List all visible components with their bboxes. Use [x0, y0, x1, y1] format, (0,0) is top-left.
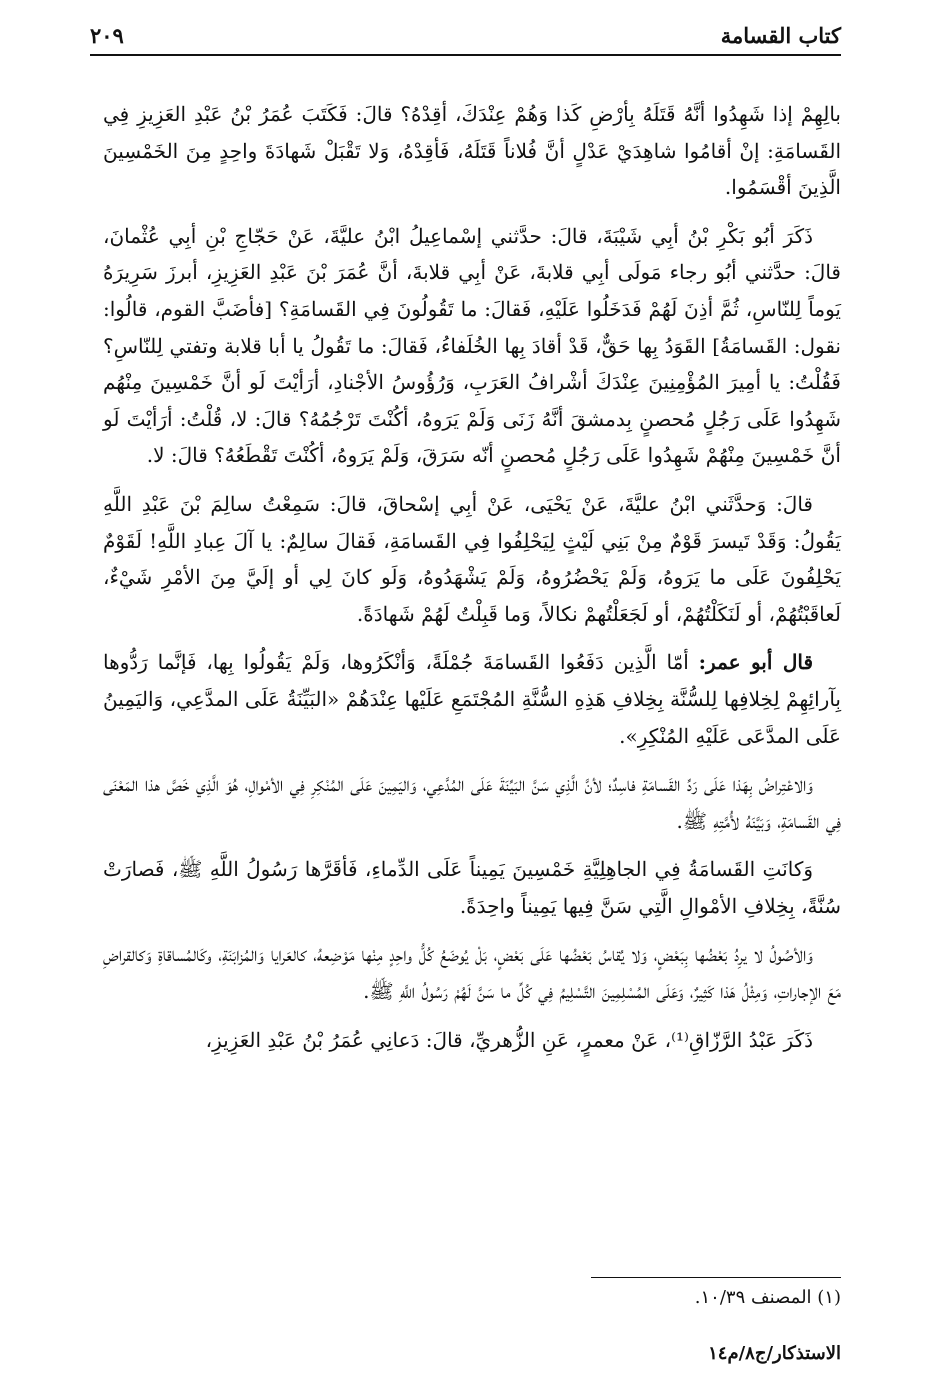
paragraph-text: وَالأصُولُ لا يرِدُ بَعْضُها بِبَعْضٍ، وَلا يُقاسُ بَعْضُها عَلَى بَعْضٍ، بَلْ يُوضَعُ كُلُّ واحِدٍ مِنْها مَوْضِعهُ، كالعَرايا وَالمُزابَنَةِ، وكَالمُساقاةِ وَكالقراضِ مَعَ الإجاراتِ، وَمِثْلُ هَذا كَثِيرٌ، وَعَلَى المُسْلِمِينَ التَّسْلِيمُ فِي كُلِّ ما سَنَّ لَهُمْ رَسُولُ اللَّهِ ﷺ.	[103, 942, 841, 1004]
paragraph-text: بالِهِمْ إذا شَهِدُوا أنَّهُ قَتَلَهُ بِأرْضِ كَذا وَهُمْ عِنْدَكَ، أقِدْهُ؟ قالَ: فَكَتَبَ عُمَرُ بْنُ عَبْدِ العَزِيزِ فِي القَسامَةِ: إنْ أقامُوا شاهِدَيْ عَدْلٍ أنَّ فُلاناً قَتَلَهُ، فَأقِدْهُ، وَلا تَقْبَلْ شَهادَةَ واحِدٍ مِنَ الخَمْسِينَ الَّذِينَ أقْسَمُوا.	[103, 102, 841, 200]
page-number: ٢٠٩	[90, 23, 124, 48]
paragraph-text: ذَكَرَ أبُو بَكْرِ بْنُ أبِي شَيْبَةَ، قالَ: حدَّثني إسْماعِيلُ ابْنُ عليَّةَ، عَنْ حَجّاجِ بْنِ أبِي عُثْمانَ، قالَ: حدَّثني أبُو رجاء مَولَى أبِي قلابةَ، عَنْ أبِي قلابةَ، أنَّ عُمَرَ بْنَ عَبْدِ العَزِيزِ، أبرزَ سَرِيرَهُ يَوماً لِلنّاسِ، ثُمَّ أذِنَ لَهُمْ فَدَخَلُوا عَلَيْهِ، فَقالَ: ما تَقُولُونَ فِي القَسامَةِ؟ [فأضَبَّ القوم، قالُوا: نقول: القَسامَةُ] القَوَدُ بِها حَقٌّ، قَدْ أقادَ بِها الخُلَفاءُ، فَقالَ: ما تَقُولُ يا أبا قلابة وتفتي لِلنّاسِ؟ فَقُلْتُ: يا أمِيرَ المُؤْمِنِينَ عِنْدَكَ أشْرافُ العَرَبِ، وَرُؤُوسُ الأجْنادِ، أرَأيْتَ لَو أنَّ خَمْسِينَ مِنْهُم شَهِدُوا عَلَى رَجُلٍ مُحصنٍ بِدمشقَ أنَّهُ زَنَى وَلَمْ يَرَوهُ، أكُنْتَ تَرْجُمُهُ؟ قالَ: لا، قُلْتُ: أرَأيْتَ لَو أنَّ خَمْسِينَ مِنْهُمْ شَهِدُوا عَلَى رَجُلٍ مُحصنٍ أنّه سَرَقَ، وَلَمْ يَرَوهُ، أكُنْتَ تَقْطَعُهُ؟ قالَ: لا.	[103, 223, 841, 468]
paragraph-text: قالَ: وَحدَّثَني ابْنُ عليَّةَ، عَنْ يَحْيَى، عَنْ أبِي إسْحاقَ، قالَ: سَمِعْتُ سالِمَ بْنَ عَبْدِ اللَّهِ يَقُولُ: وَقَدْ تَيسرَ قَوْمٌ مِنْ بَنِي لَيْثٍ لِيَحْلِفُوا فِي القَسامَةِ، فَقالَ سالِمٌ: يا آلَ عِبادِ اللَّهِ! لَقَوْمٌ يَحْلِفُونَ عَلَى ما يَرَوهُ، وَلَمْ يَحْضُرُوهُ، وَلَمْ يَشْهَدُوهُ، وَلَو كانَ لِي أو إلَيَّ مِنَ الأمْرِ شَيْءٌ، لَعاقَبْتُهُمْ، أو لَنَكَلْتُهُمْ، أو لَجَعَلْتُهمْ نكالاً، وَما قَبِلْتُ لَهُمْ شَهادَةً.	[103, 491, 841, 626]
paragraph-4	[103, 644, 841, 754]
paragraph-2	[103, 218, 841, 474]
paragraph-text: وَكانَتِ القَسامَةُ فِي الجاهِلِيَّةِ خَمْسِينَ يَمِيناً عَلَى الدِّماءِ، فَأقَرَّها رَسُولُ اللَّهِ ﷺ، فَصارَتْ سُنَّةً، بِخِلافِ الأمْوالِ الَّتِي سَنَّ فِيها يَمِيناً واحِدَةً.	[103, 857, 841, 918]
paragraph-6	[103, 851, 841, 924]
footnote: (١) المصنف ١٠/٣٩.	[694, 1287, 841, 1308]
paragraph-8	[103, 1022, 841, 1059]
paragraph-1	[103, 96, 841, 206]
chapter-title: كتاب القسامة	[720, 23, 841, 48]
paragraph-text: ذَكَرَ عَبْدُ الرَّزّاقِ⁽¹⁾، عَنْ معمرٍ، عَنِ الزُّهريِّ، قالَ: دَعانِي عُمَرُ بْنُ عَبْدِ العَزِيزِ،	[205, 1027, 813, 1052]
paragraph-text: وَالاعْتِراضُ بِهَذا عَلَى رَدِّ القَسامَةِ فاسِدٌ؛ لأنَّ الَّذِي سَنَّ البَيِّنَةَ عَلَى المُدَّعِي، وَاليَمِينَ عَلَى المُنْكِرِ فِي الأمْوالِ، هُوَ الَّذِي خَصَّ هذا المَعْنَى فِي القَسامَةِ، وَبَيَّنَهُ لأُمَّتِهِ ﷺ.	[103, 772, 841, 833]
paragraph-3	[103, 486, 841, 632]
footnote-divider	[591, 1277, 841, 1278]
paragraph-5	[103, 766, 841, 839]
paragraph-lead: قال أبو عمر:	[698, 650, 814, 675]
page-header	[90, 16, 841, 56]
main-text	[103, 96, 841, 1070]
paragraph-text: أمّا الَّذِين دَفَعُوا القَسامَةَ جُمْلَةً، وَأنْكَرُوها، وَلَمْ يَقُولُوا بِها، فَإنَّما رَدُّوها بِآرائِهِمْ لِخِلافِها لِلسُّنَّة بِخِلافِ هَذِهِ السُّنَّةِ المُجْتَمَعِ عَلَيْها عِنْدَهُمْ «البَيِّنَةُ عَلَى المدَّعِي، وَاليَمِينُ عَلَى المدَّعَى عَلَيْهِ المُنْكِرِ».	[103, 650, 841, 748]
paragraph-7	[103, 936, 841, 1009]
footer-signature: الاستذكار/ج٨/م١٤	[708, 1343, 841, 1364]
